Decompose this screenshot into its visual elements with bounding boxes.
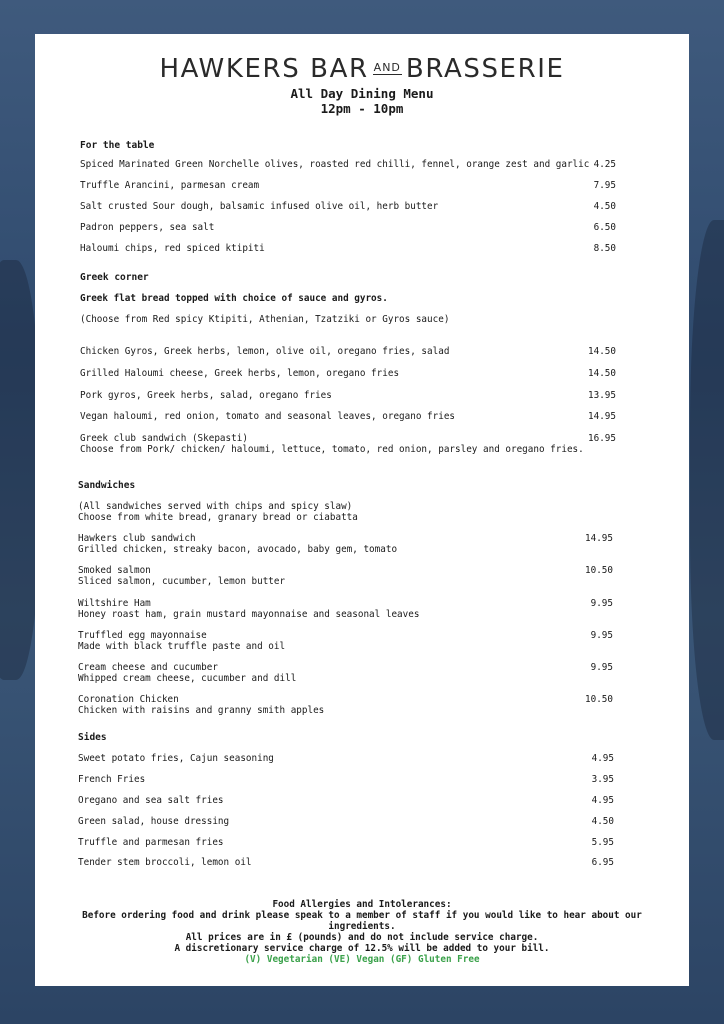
menu-title: All Day Dining Menu: [290, 86, 434, 101]
menu-item-price: 14.95: [588, 411, 616, 422]
menu-item-price: 9.95: [590, 630, 613, 641]
menu-item-description: Grilled chicken, streaky bacon, avocado, baby gem, tomato: [78, 544, 398, 555]
menu-item-name: Truffle and parmesan fries: [78, 837, 224, 848]
menu-item-price: 7.95: [593, 180, 616, 191]
menu-item-name: Tender stem broccoli, lemon oil: [78, 857, 252, 868]
menu-item-price: 4.50: [593, 201, 616, 212]
allergy-footer: [65, 899, 659, 965]
footer-line: Before ordering food and drink please speak to a member of staff if you would like to hear about our: [82, 910, 642, 921]
section-intro: Greek flat bread topped with choice of sauce and gyros.: [80, 293, 388, 304]
menu-item-description: Chicken with raisins and granny smith apples: [78, 705, 325, 716]
background-trees: [0, 260, 40, 680]
menu-item-price: 13.95: [588, 390, 616, 401]
menu-item-price: 9.95: [590, 598, 613, 609]
menu-item-name: Chicken Gyros, Greek herbs, lemon, olive oil, oregano fries, salad: [80, 346, 450, 357]
menu-item-name: Truffled egg mayonnaise: [78, 630, 207, 641]
menu-item-price: 14.50: [588, 346, 616, 357]
brand-name-part2: BRASSERIE: [405, 54, 565, 84]
menu-item-price: 14.95: [585, 533, 613, 544]
menu-item-name: Sweet potato fries, Cajun seasoning: [78, 753, 274, 764]
menu-hours: 12pm - 10pm: [320, 101, 404, 116]
menu-item-name: Smoked salmon: [78, 565, 151, 576]
section-note: Choose from white bread, granary bread or ciabatta: [78, 512, 358, 523]
section-heading-sides: Sides: [78, 732, 107, 743]
menu-item-name: Truffle Arancini, parmesan cream: [80, 180, 260, 191]
menu-item-price: 10.50: [585, 694, 613, 705]
dietary-key: (V) Vegetarian (VE) Vegan (GF) Gluten Free: [244, 954, 480, 965]
menu-item-price: 3.95: [591, 774, 614, 785]
footer-line: ingredients.: [328, 921, 396, 932]
menu-item-name: Cream cheese and cucumber: [78, 662, 218, 673]
menu-item-name: Coronation Chicken: [78, 694, 179, 705]
menu-item-name: Salt crusted Sour dough, balsamic infused olive oil, herb butter: [80, 201, 439, 212]
menu-sheet: [35, 34, 689, 986]
menu-item-price: 4.50: [591, 816, 614, 827]
menu-item-name: Grilled Haloumi cheese, Greek herbs, lemon, oregano fries: [80, 368, 400, 379]
menu-item-description: Made with black truffle paste and oil: [78, 641, 286, 652]
menu-item-price: 4.95: [591, 795, 614, 806]
section-note: (Choose from Red spicy Ktipiti, Athenian, Tzatziki or Gyros sauce): [80, 314, 450, 325]
section-heading-for-the-table: For the table: [80, 140, 155, 151]
menu-item-price: 9.95: [590, 662, 613, 673]
menu-item-name: Spiced Marinated Green Norchelle olives, roasted red chilli, fennel, orange zest and garlic: [80, 159, 590, 170]
menu-item-name: Vegan haloumi, red onion, tomato and seasonal leaves, oregano fries: [80, 411, 456, 422]
menu-item-price: 14.50: [588, 368, 616, 379]
section-heading-greek-corner: Greek corner: [80, 272, 149, 283]
menu-item-name: Haloumi chips, red spiced ktipiti: [80, 243, 265, 254]
menu-item-name: Greek club sandwich (Skepasti): [80, 433, 248, 444]
brand-name-part1: HAWKERS BAR: [159, 54, 369, 84]
footer-line: Food Allergies and Intolerances:: [272, 899, 452, 910]
footer-line: All prices are in £ (pounds) and do not include service charge.: [185, 932, 539, 943]
menu-item-price: 8.50: [593, 243, 616, 254]
menu-item-price: 4.25: [593, 159, 616, 170]
menu-item-price: 10.50: [585, 565, 613, 576]
section-heading-sandwiches: Sandwiches: [78, 480, 136, 491]
brand-logo: [35, 54, 689, 84]
menu-item-price: 5.95: [591, 837, 614, 848]
menu-item-name: Pork gyros, Greek herbs, salad, oregano fries: [80, 390, 332, 401]
menu-item-price: 6.95: [591, 857, 614, 868]
menu-item-description: Whipped cream cheese, cucumber and dill: [78, 673, 297, 684]
section-note: (All sandwiches served with chips and spicy slaw): [78, 501, 353, 512]
background-trees-right: [690, 220, 724, 740]
menu-item-price: 16.95: [588, 433, 616, 444]
footer-line: A discretionary service charge of 12.5% will be added to your bill.: [174, 943, 550, 954]
menu-item-price: 6.50: [593, 222, 616, 233]
menu-item-price: 4.95: [591, 753, 614, 764]
menu-item-description: Honey roast ham, grain mustard mayonnaise and seasonal leaves: [78, 609, 420, 620]
brand-and: AND: [373, 61, 401, 74]
menu-item-name: French Fries: [78, 774, 146, 785]
menu-item-name: Hawkers club sandwich: [78, 533, 196, 544]
menu-item-name: Padron peppers, sea salt: [80, 222, 215, 233]
menu-item-name: Green salad, house dressing: [78, 816, 230, 827]
menu-item-name: Oregano and sea salt fries: [78, 795, 224, 806]
menu-item-name: Wiltshire Ham: [78, 598, 151, 609]
menu-item-description: Choose from Pork/ chicken/ haloumi, lettuce, tomato, red onion, parsley and oregano fries.: [80, 444, 584, 455]
menu-item-description: Sliced salmon, cucumber, lemon butter: [78, 576, 286, 587]
